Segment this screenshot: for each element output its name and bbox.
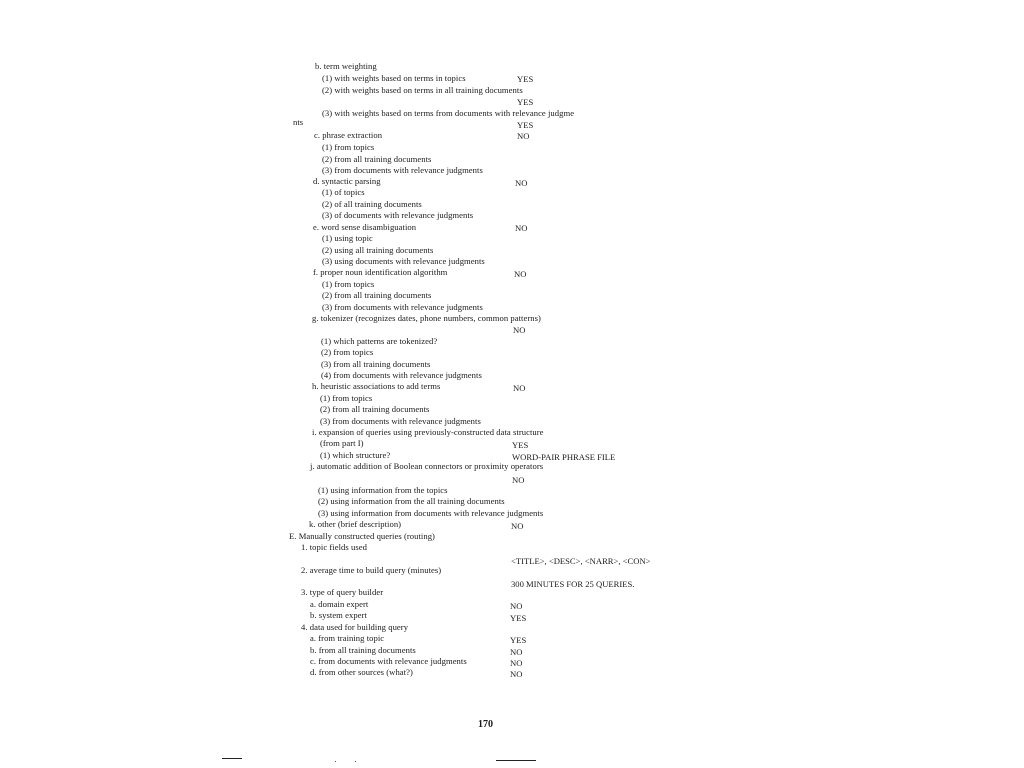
item-boolean-connectors: j. automatic addition of Boolean connectors or proximity operators [310,461,544,471]
subitem-bc-topics: (1) using information from the topics [318,485,448,495]
answer-proper-noun: NO [514,269,527,279]
subitem-pn-topics: (1) from topics [322,279,375,289]
subitem-parsing-topics: (1) of topics [322,187,365,197]
subitem-phrase-relevance: (3) from documents with relevance judgments [322,165,483,175]
subitem-qe-structure: (1) which structure? [320,450,391,460]
answer-other: NO [511,521,524,531]
answer-query-expansion: YES [512,440,529,450]
item-average-time: 2. average time to build query (minutes) [301,565,442,575]
subitem-phrase-topics: (1) from topics [322,142,375,152]
subitem-weights-all-training: (2) with weights based on terms in all training documents [322,85,523,95]
answer-weights-relevance: YES [517,120,534,130]
answer-system-expert: YES [510,613,527,623]
subitem-phrase-all-training: (2) from all training documents [322,154,432,164]
answer-domain-expert: NO [510,601,523,611]
subitem-relevance-docs: c. from documents with relevance judgments [310,656,467,666]
subitem-wsd-relevance: (3) using documents with relevance judgments [322,256,485,266]
answer-qe-structure: WORD-PAIR PHRASE FILE [512,452,616,462]
item-query-builder-type: 3. type of query builder [301,587,384,597]
subitem-all-training-docs: b. from all training documents [310,645,416,655]
subitem-tok-relevance: (4) from documents with relevance judgments [321,370,482,380]
subitem-parsing-relevance: (3) of documents with relevance judgments [322,210,474,220]
page-number: 170 [478,719,493,730]
subitem-bc-all-training: (2) using information from the all training documents [318,496,505,506]
item-query-expansion-part: (from part I) [320,438,364,448]
subitem-ha-all-training: (2) from all training documents [320,404,430,414]
subitem-training-topic: a. from training topic [310,633,385,643]
answer-all-training-docs: NO [510,647,523,657]
answer-word-sense: NO [515,223,528,233]
item-heuristic-associations: h. heuristic associations to add terms [312,381,441,391]
item-phrase-extraction: c. phrase extraction [314,130,383,140]
subitem-ha-topics: (1) from topics [320,393,373,403]
subitem-ha-relevance: (3) from documents with relevance judgments [320,416,481,426]
scan-rule-right [496,760,536,761]
answer-phrase-extraction: NO [517,131,530,141]
subitem-tok-all-training: (3) from all training documents [321,359,431,369]
answer-other-sources: NO [510,669,523,679]
subitem-other-sources: d. from other sources (what?) [310,667,413,677]
answer-heuristic-associations: NO [513,383,526,393]
answer-training-topic: YES [510,635,527,645]
scan-speck [335,761,336,762]
item-tokenizer: g. tokenizer (recognizes dates, phone numbers, common patterns) [312,313,541,323]
item-query-expansion: i. expansion of queries using previously-constructed data structure [312,427,544,437]
answer-relevance-docs: NO [510,658,523,668]
item-syntactic-parsing: d. syntactic parsing [313,176,381,186]
subitem-tok-patterns: (1) which patterns are tokenized? [321,336,438,346]
item-term-weighting: b. term weighting [315,61,377,71]
answer-boolean-connectors: NO [512,475,525,485]
answer-topic-fields: <TITLE>, <DESC>, <NARR>, <CON> [511,556,651,566]
subitem-pn-relevance: (3) from documents with relevance judgments [322,302,483,312]
item-data-used: 4. data used for building query [301,622,409,632]
subitem-system-expert: b. system expert [310,610,367,620]
subitem-parsing-all-training: (2) of all training documents [322,199,422,209]
answer-tokenizer: NO [513,325,526,335]
subitem-pn-all-training: (2) from all training documents [322,290,432,300]
answer-weights-topics: YES [517,74,534,84]
subitem-weights-relevance: (3) with weights based on terms from documents with relevance judgme [322,108,575,118]
item-other: k. other (brief description) [309,519,402,529]
subitem-bc-relevance: (3) using information from documents with relevance judgments [318,508,544,518]
answer-average-time: 300 MINUTES FOR 25 QUERIES. [511,579,635,589]
item-topic-fields: 1. topic fields used [301,542,367,552]
item-proper-noun: f. proper noun identification algorithm [313,267,448,277]
item-word-sense: e. word sense disambiguation [313,222,417,232]
subitem-tok-topics: (2) from topics [321,347,374,357]
subitem-wsd-all-training: (2) using all training documents [322,245,434,255]
subitem-wsd-topic: (1) using topic [322,233,373,243]
wrapped-text-fragment: nts [293,117,304,127]
subitem-weights-topics: (1) with weights based on terms in topics [322,73,466,83]
section-manual-queries: E. Manually constructed queries (routing) [289,531,435,541]
answer-weights-all-training: YES [517,97,534,107]
answer-syntactic-parsing: NO [515,178,528,188]
subitem-domain-expert: a. domain expert [310,599,369,609]
scan-speck [355,761,356,762]
scan-rule-left [222,758,242,759]
